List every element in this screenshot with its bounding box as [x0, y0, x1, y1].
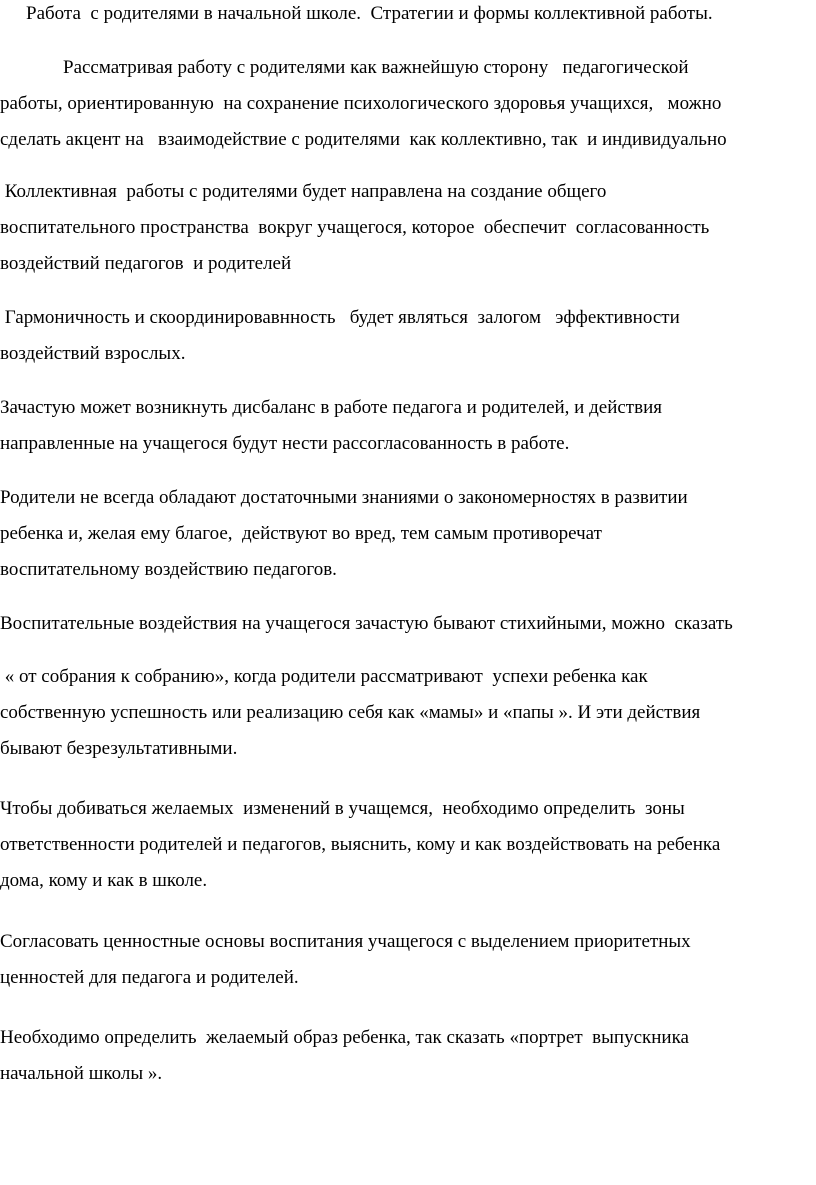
paragraph-line: начальной школы ».	[0, 1063, 163, 1084]
paragraph-line: « от собрания к собранию», когда родители рассматривают успехи ребенка как	[0, 666, 648, 687]
paragraph-line: воздействий педагогов и родителей	[0, 253, 292, 274]
paragraph-line: бывают безрезультативными.	[0, 738, 238, 759]
paragraph-line: Родители не всегда обладают достаточными знаниями о закономерностях в развитии	[0, 487, 688, 508]
paragraph-line: направленные на учащегося будут нести рассогласованность в работе.	[0, 433, 570, 454]
paragraph-line: воспитательного пространства вокруг учащегося, которое обеспечит согласованность	[0, 217, 710, 238]
paragraph-line: Необходимо определить желаемый образ ребенка, так сказать «портрет выпускника	[0, 1027, 689, 1048]
paragraph-line: сделать акцент на взаимодействие с родителями как коллективно, так и индивидуально	[0, 129, 727, 150]
paragraph-line: ребенка и, желая ему благое, действуют во вред, тем самым противоречат	[0, 523, 602, 544]
paragraph-line: ценностей для педагога и родителей.	[0, 967, 299, 988]
paragraph-line: собственную успешность или реализацию себя как «мамы» и «папы ». И эти действия	[0, 702, 701, 723]
paragraph-line: воздействий взрослых.	[0, 343, 186, 364]
paragraph-line: работы, ориентированную на сохранение психологического здоровья учащихся, можно	[0, 93, 722, 114]
paragraph-line: Гармоничность и скоординировавнность будет являться залогом эффективности	[0, 307, 680, 328]
paragraph-line: дома, кому и как в школе.	[0, 870, 208, 891]
paragraph-line: Согласовать ценностные основы воспитания учащегося с выделением приоритетных	[0, 931, 691, 952]
paragraph-line: Зачастую может возникнуть дисбаланс в работе педагога и родителей, и действия	[0, 397, 662, 418]
document-title: Работа с родителями в начальной школе. Стратегии и формы коллективной работы.	[26, 3, 713, 24]
paragraph-line: воспитательному воздействию педагогов.	[0, 559, 337, 580]
paragraph-line: Коллективная работы с родителями будет направлена на создание общего	[0, 181, 607, 202]
paragraph-line: ответственности родителей и педагогов, выяснить, кому и как воздействовать на ребенка	[0, 834, 721, 855]
paragraph-line: Чтобы добиваться желаемых изменений в учащемся, необходимо определить зоны	[0, 798, 685, 819]
paragraph-line: Рассматривая работу с родителями как важнейшую сторону педагогической	[63, 57, 689, 78]
paragraph-line: Воспитательные воздействия на учащегося зачастую бывают стихийными, можно сказать	[0, 613, 733, 634]
